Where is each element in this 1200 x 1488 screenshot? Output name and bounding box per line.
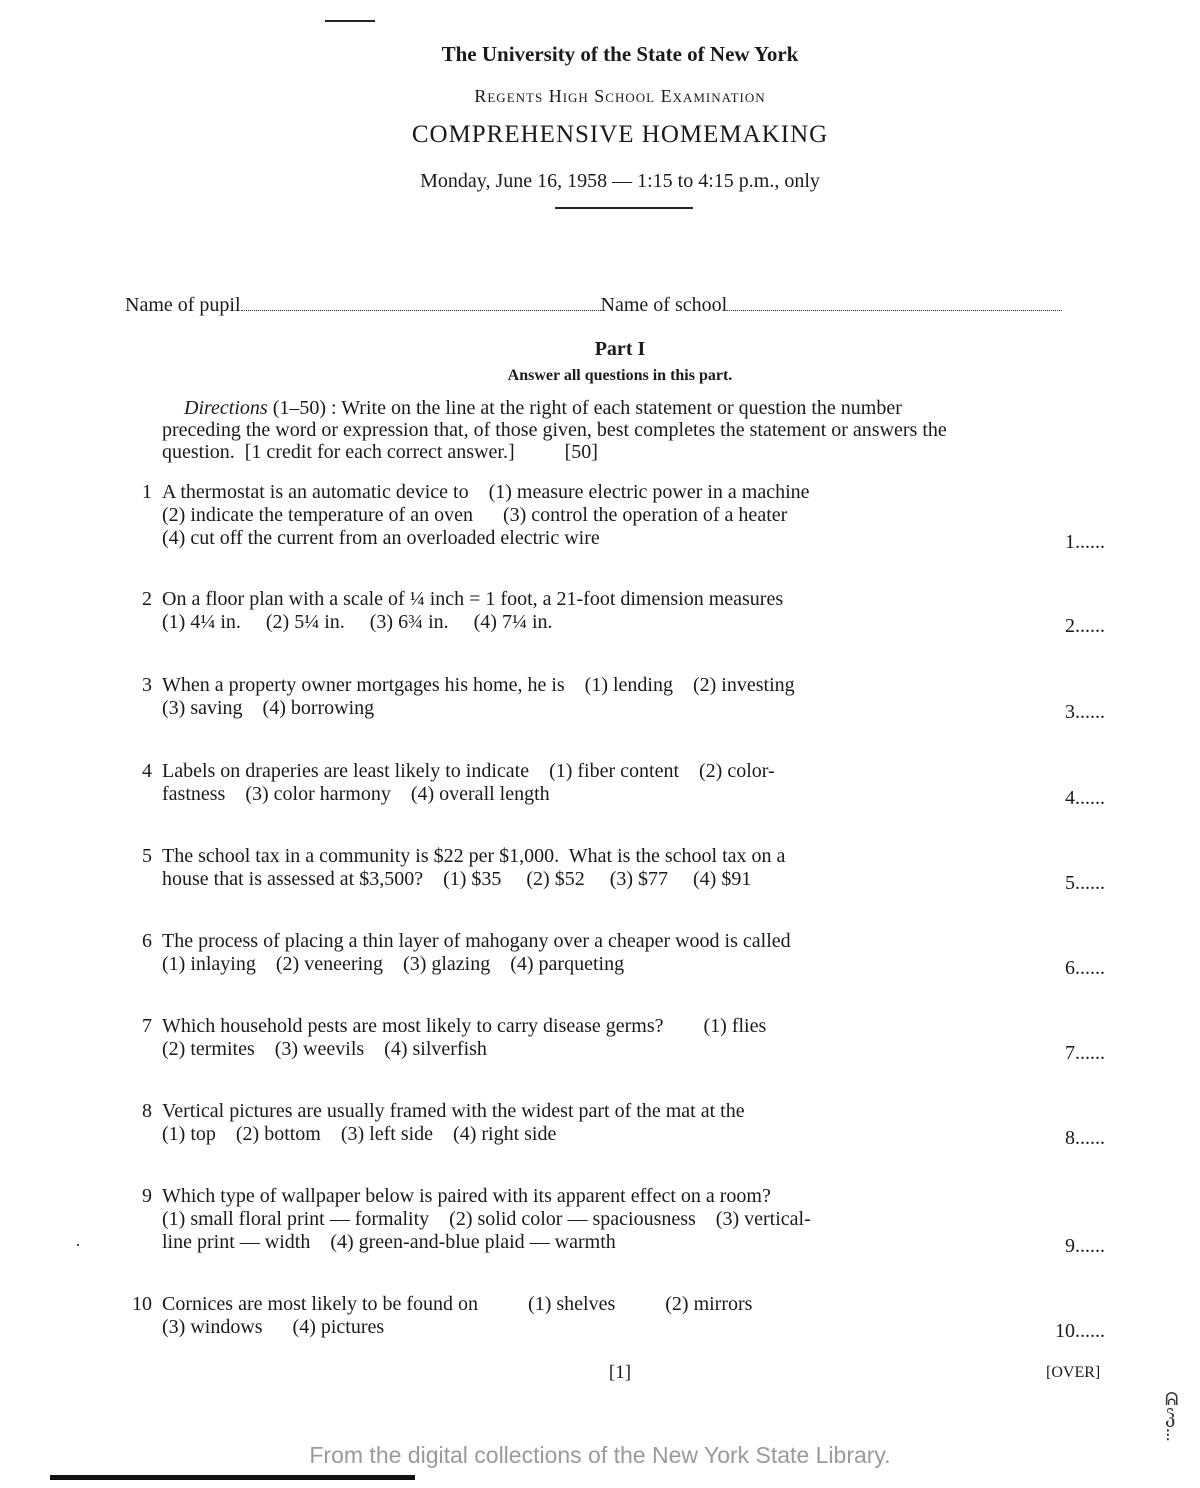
question-number: 5 — [142, 845, 152, 867]
margin-mark-left: · — [75, 1235, 81, 1255]
university-name: The University of the State of New York — [441, 42, 799, 66]
question-line: (1) 4¼ in. (2) 5¼ in. (3) 6¾ in. (4) 7¼ in. — [162, 611, 553, 633]
question-text — [162, 588, 952, 634]
question-line: Which type of wallpaper below is paired with its apparent effect on a room? — [162, 1185, 771, 1207]
directions — [162, 397, 1112, 463]
question-3 — [130, 674, 1115, 723]
pupil-name-line[interactable] — [241, 294, 601, 311]
question-line: (2) indicate the temperature of an oven (3) control the operation of a heater — [162, 504, 788, 526]
part-title: Part I — [594, 338, 646, 360]
question-line: When a property owner mortgages his home, he is (1) lending (2) investing — [162, 674, 795, 696]
question-6 — [130, 930, 1115, 979]
question-line: Cornices are most likely to be found on (1) shelves (2) mirrors — [162, 1293, 753, 1315]
question-2 — [130, 588, 1115, 637]
scan-edge-bottom — [50, 1475, 415, 1480]
question-text — [162, 1100, 952, 1146]
header-divider — [555, 207, 693, 209]
library-source-note: From the digital collections of the New York State Library. — [309, 1442, 891, 1468]
question-line: The school tax in a community is $22 per $1,000. What is the school tax on a — [162, 845, 786, 867]
directions-lead: Directions — [184, 397, 268, 419]
directions-line-2: preceding the word or expression that, of those given, best completes the statement or answers the — [162, 419, 947, 441]
question-line: On a floor plan with a scale of ¼ inch = 1 foot, a 21-foot dimension measures — [162, 588, 784, 610]
question-4 — [130, 760, 1115, 809]
question-line: Labels on draperies are least likely to indicate (1) fiber content (2) color- — [162, 760, 775, 782]
question-line: house that is assessed at $3,500? (1) $35 (2) $52 (3) $77 (4) $91 — [162, 868, 752, 890]
exam-subject: COMPREHENSIVE HOMEMAKING — [411, 121, 829, 148]
question-1 — [130, 481, 1115, 553]
question-5 — [130, 845, 1115, 894]
question-line: The process of placing a thin layer of mahogany over a cheaper wood is called — [162, 930, 791, 952]
question-number: 6 — [142, 930, 152, 952]
question-line: line print — width (4) green-and-blue plaid — warmth — [162, 1231, 616, 1253]
school-name-label: Name of school — [600, 294, 728, 316]
directions-line-1: (1–50) : Write on the line at the right of each statement or question the number — [272, 397, 902, 419]
margin-mark-right: ᕱ ჴ ⁝ — [1165, 1389, 1179, 1445]
question-line: (4) cut off the current from an overloaded electric wire — [162, 527, 600, 549]
question-text — [162, 481, 952, 550]
answer-blank[interactable]: 1...... — [1065, 531, 1105, 553]
answer-blank[interactable]: 5...... — [1065, 872, 1105, 894]
question-number: 9 — [142, 1185, 152, 1207]
question-number: 10 — [132, 1293, 152, 1315]
answer-blank[interactable]: 9...... — [1065, 1235, 1105, 1257]
question-text — [162, 1293, 952, 1339]
school-name-line[interactable] — [727, 294, 1062, 311]
question-line: (1) small floral print — formality (2) solid color — spaciousness (3) vertical- — [162, 1208, 811, 1230]
question-line: Which household pests are most likely to carry disease germs? (1) flies — [162, 1015, 767, 1037]
question-8 — [130, 1100, 1115, 1149]
question-7 — [130, 1015, 1115, 1064]
question-number: 2 — [142, 588, 152, 610]
question-line: (1) inlaying (2) veneering (3) glazing (4) parqueting — [162, 953, 625, 975]
answer-blank[interactable]: 2...... — [1065, 615, 1105, 637]
question-line: (3) saving (4) borrowing — [162, 697, 375, 719]
question-text — [162, 760, 952, 806]
question-number: 3 — [142, 674, 152, 696]
question-line: (2) termites (3) weevils (4) silverfish — [162, 1038, 487, 1060]
exam-series: Regents High School Examination — [474, 86, 766, 106]
question-number: 4 — [142, 760, 152, 782]
question-line: Vertical pictures are usually framed with the widest part of the mat at the — [162, 1100, 745, 1122]
question-line: fastness (3) color harmony (4) overall length — [162, 783, 550, 805]
question-text — [162, 845, 952, 891]
question-number: 8 — [142, 1100, 152, 1122]
question-line: A thermostat is an automatic device to (1) measure electric power in a machine — [162, 481, 810, 503]
answer-blank[interactable]: 4...... — [1065, 787, 1105, 809]
scan-mark-top — [325, 20, 375, 22]
question-line: (1) top (2) bottom (3) left side (4) right side — [162, 1123, 557, 1145]
answer-blank[interactable]: 6...... — [1065, 957, 1105, 979]
question-text — [162, 1015, 952, 1061]
part-subtitle: Answer all questions in this part. — [507, 367, 733, 384]
directions-line-3: question. [1 credit for each correct answer.] [50] — [162, 441, 598, 463]
over-label: [OVER] — [1046, 1364, 1101, 1381]
answer-blank[interactable]: 8...... — [1065, 1127, 1105, 1149]
question-line: (3) windows (4) pictures — [162, 1316, 385, 1338]
answer-blank[interactable]: 3...... — [1065, 701, 1105, 723]
exam-date: Monday, June 16, 1958 — 1:15 to 4:15 p.m., only — [420, 170, 820, 192]
pupil-name-label: Name of pupil — [125, 294, 241, 316]
question-text — [162, 674, 952, 720]
page-number: [1] — [608, 1362, 632, 1383]
name-fields — [125, 294, 1115, 317]
question-text — [162, 930, 952, 976]
question-text — [162, 1185, 952, 1254]
question-number: 1 — [142, 481, 152, 503]
question-9 — [130, 1185, 1115, 1257]
answer-blank[interactable]: 10...... — [1055, 1320, 1105, 1342]
question-10 — [130, 1293, 1115, 1342]
question-number: 7 — [142, 1015, 152, 1037]
answer-blank[interactable]: 7...... — [1065, 1042, 1105, 1064]
